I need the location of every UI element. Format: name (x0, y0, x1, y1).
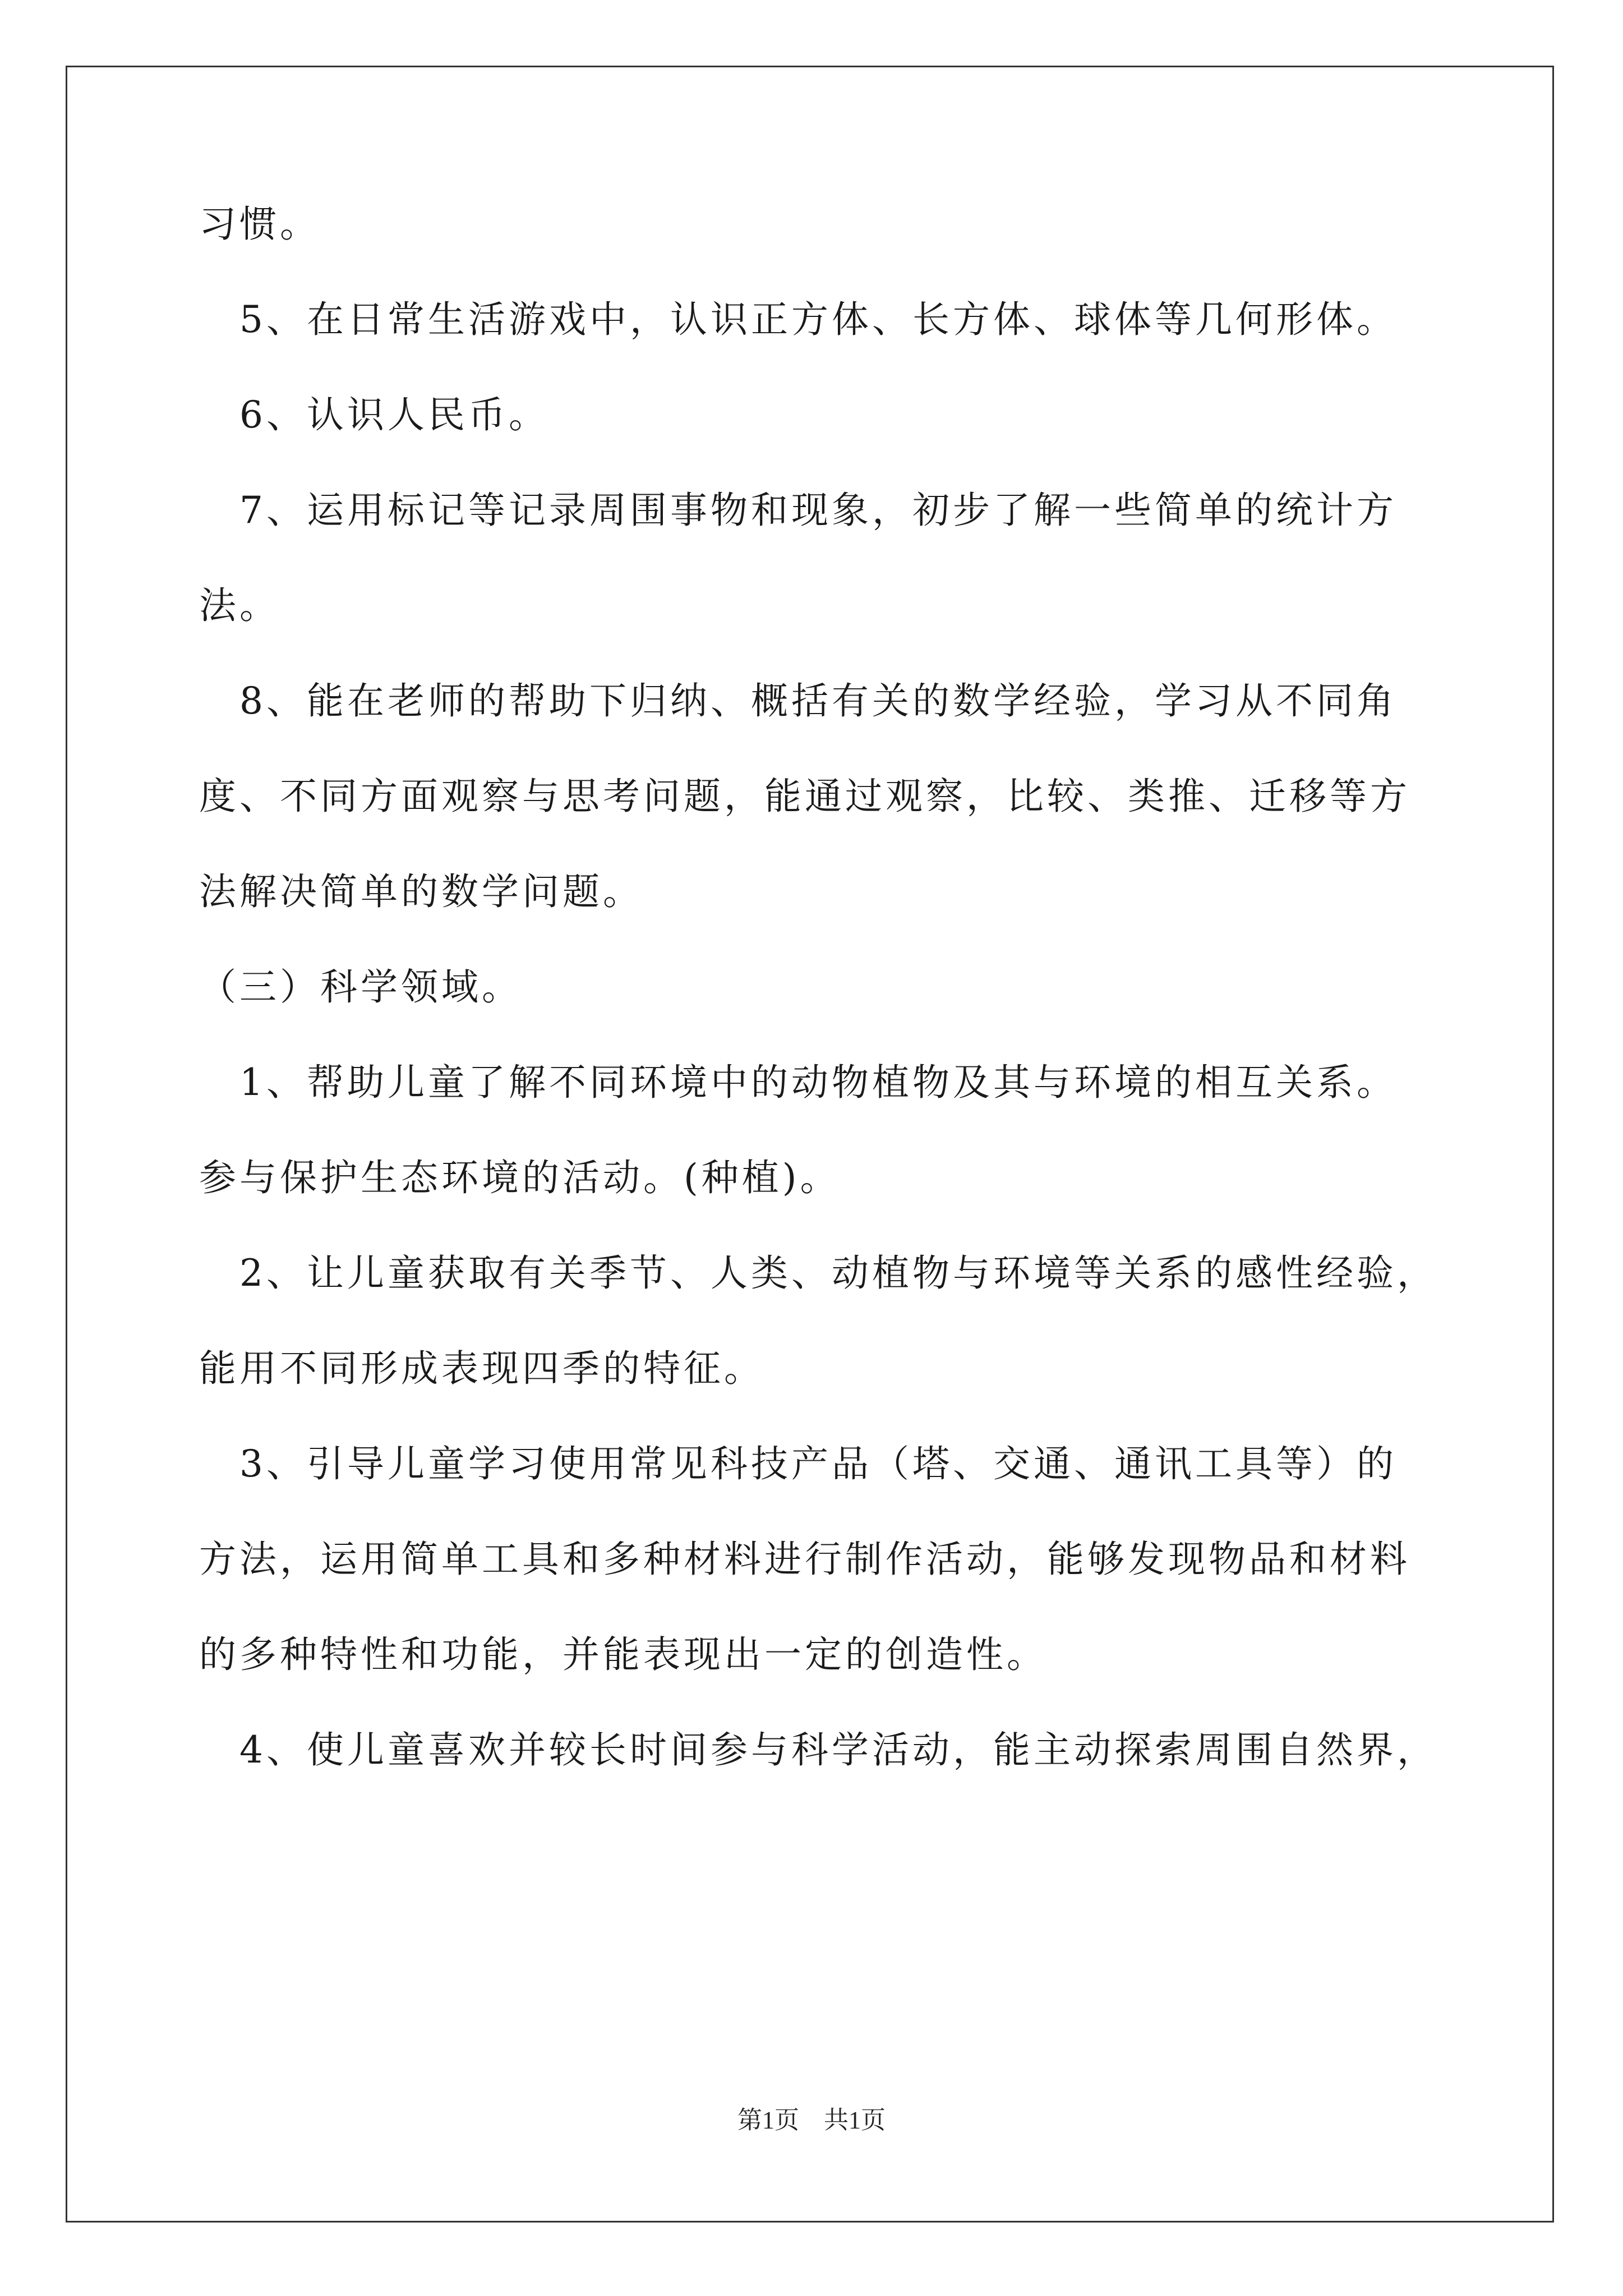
page-border (66, 66, 1554, 2223)
text-line: 法解决简单的数学问题。 (199, 870, 643, 913)
text-line: 方法，运用简单工具和多种材料进行制作活动，能够发现物品和材料 (199, 1538, 1410, 1581)
text-line: 能用不同形成表现四季的特征。 (199, 1347, 764, 1390)
text-line: 3、引导儿童学习使用常见科技产品（塔、交通、通讯工具等）的 (199, 1442, 1397, 1485)
text-line: 法。 (199, 584, 280, 627)
text-line: 2、让儿童获取有关季节、人类、动植物与环境等关系的感性经验， (199, 1251, 1437, 1295)
text-line: 参与保护生态环境的活动。(种植)。 (199, 1156, 841, 1199)
section-heading: （三）科学领域。 (199, 965, 522, 1009)
text-line: 5、在日常生活游戏中，认识正方体、长方体、球体等几何形体。 (199, 298, 1397, 341)
text-line: 7、运用标记等记录周围事物和现象，初步了解一些简单的统计方 (199, 489, 1397, 532)
text-line: 4、使儿童喜欢并较长时间参与科学活动，能主动探索周围自然界， (199, 1728, 1437, 1772)
text-line: 习惯。 (199, 203, 320, 246)
text-line: 6、认识人民币。 (199, 393, 549, 436)
text-line: 1、帮助儿童了解不同环境中的动物植物及其与环境的相互关系。 (199, 1061, 1397, 1104)
text-line: 8、能在老师的帮助下归纳、概括有关的数学经验，学习从不同角 (199, 679, 1397, 723)
text-line: 度、不同方面观察与思考问题，能通过观察，比较、类推、迁移等方 (199, 775, 1410, 818)
page-footer: 第1页 共1页 (737, 2106, 886, 2134)
text-line: 的多种特性和功能，并能表现出一定的创造性。 (199, 1633, 1047, 1676)
